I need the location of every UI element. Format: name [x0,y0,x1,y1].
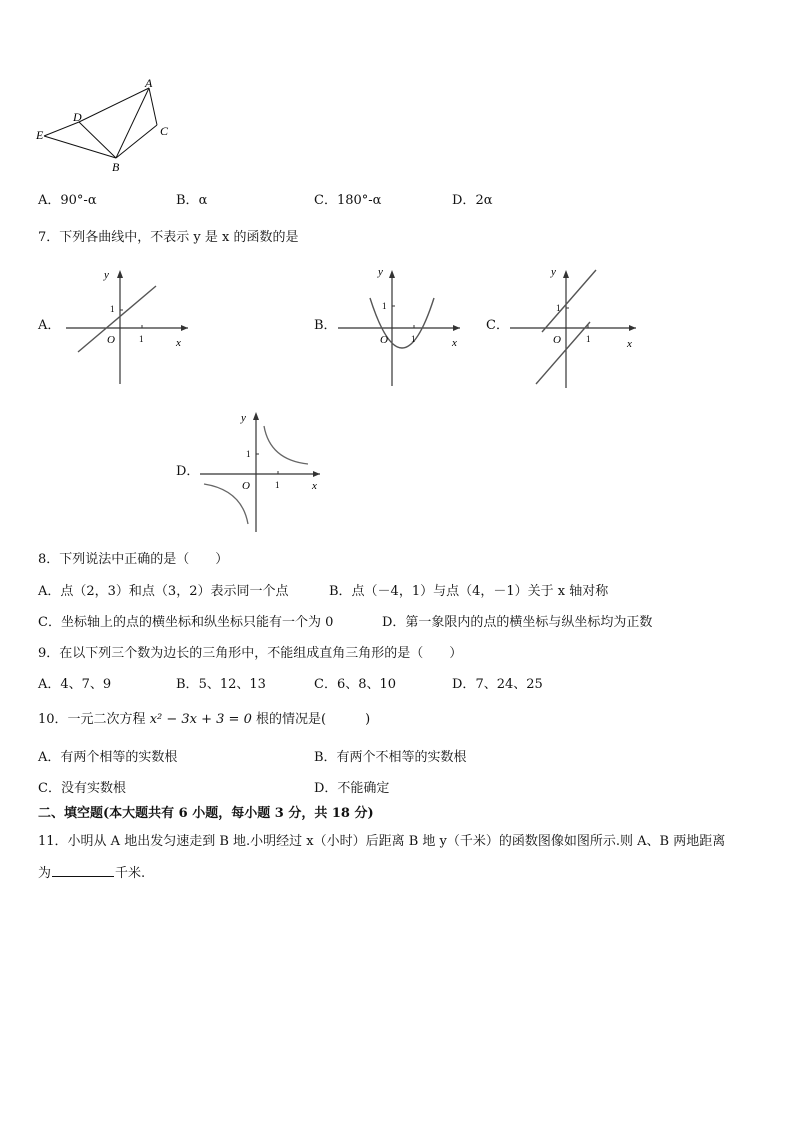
q11-line-2-prefix: 为 [38,866,52,881]
q9-option-c [314,677,396,693]
option-text: 5、12、13 [198,677,266,692]
option-text: 180°-α [336,193,382,208]
q10-equation: x² − 3x + 3 = 0 [149,712,252,727]
q6-option-b [176,193,207,209]
tick-one-x: 1 [411,334,416,344]
q10-stem-prefix: 10．一元二次方程 [38,712,150,727]
option-text: 4、7、9 [60,677,112,692]
tick-one-y: 1 [382,301,387,311]
q7-option-d-letter: D． [176,464,200,479]
q7-graph-d [196,408,332,536]
label-a: A [145,76,153,90]
option-letter: A． [38,193,61,208]
option-letter: D． [452,193,476,208]
q10-option-c: C．没有实数根 [38,781,126,796]
tick-one-x: 1 [275,480,280,490]
q9-option-d [452,677,543,693]
q8-option-a: A．点（2，3）和点（3，2）表示同一个点 [38,584,289,599]
graph-d-branch-1 [264,426,308,464]
q10-option-a: A．有两个相等的实数根 [38,750,178,765]
option-letter: D． [452,677,476,692]
q10-stem-suffix: 根的情况是( ) [251,712,371,727]
graph-c-lower-line [536,322,590,384]
q8-option-b: B．点（－4，1）与点（4，－1）关于 x 轴对称 [329,584,609,599]
axis-y-label: y [378,266,383,278]
q11-line-2 [38,864,145,882]
q11-line-2-suffix: 千米. [115,866,146,881]
tick-one-y: 1 [246,449,251,459]
tick-one-y: 1 [556,303,561,313]
q7-option-c-letter: C． [486,318,509,333]
axis-y-label: y [551,266,556,278]
axis-y-label: y [104,269,109,281]
axis-x-label: x [176,337,181,349]
q7-option-b-letter: B． [314,318,337,333]
axis-y-label: y [241,412,246,424]
option-letter: A． [38,677,61,692]
label-e: E [36,128,44,142]
option-letter: B． [176,677,199,692]
option-text: 90°-α [60,193,97,208]
tick-one-x: 1 [139,334,144,344]
axis-x-label: x [312,480,317,492]
option-letter: C． [314,193,337,208]
answer-blank[interactable] [52,864,114,877]
q9-option-b [176,677,266,693]
q6-option-c [314,193,381,209]
option-text: 7、24、25 [475,677,543,692]
q7-graph-c [506,262,642,390]
origin-label: O [107,334,115,346]
option-letter: C． [314,677,337,692]
label-b: B [112,160,120,174]
graph-a-line [78,286,156,352]
label-c: C [160,124,169,138]
label-d: D [73,110,82,124]
q7-graph-b [334,262,470,390]
q6-option-d [452,193,493,209]
origin-label: O [553,334,561,346]
axis-x-label: x [627,338,632,350]
q6-option-a [38,193,97,209]
origin-label: O [242,480,250,492]
q6-geometry-figure [30,76,180,178]
q9-stem: 9．在以下列三个数为边长的三角形中，不能组成直角三角形的是（ ） [38,646,463,661]
option-text: α [198,193,208,208]
option-text: 2α [475,193,493,208]
q8-option-d: D．第一象限内的点的横坐标与纵坐标均为正数 [382,615,653,630]
q8-option-c: C．坐标轴上的点的横坐标和纵坐标只能有一个为 0 [38,615,334,630]
q7-graph-a [60,262,196,390]
q7-stem: 7．下列各曲线中，不表示 y 是 x 的函数的是 [38,230,299,245]
option-letter: B． [176,193,199,208]
q7-option-a-letter: A． [38,318,61,333]
q10-option-d: D．不能确定 [314,781,390,796]
q9-option-a [38,677,111,693]
section-2-title: 二、填空题(本大题共有 6 小题，每小题 3 分，共 18 分) [38,806,374,821]
q11-line-1: 11．小明从 A 地出发匀速走到 B 地.小明经过 x（小时）后距离 B 地 y（千米）的函数图像如图所示.则 A、B 两地距离 [38,834,726,849]
tick-one-x: 1 [586,334,591,344]
q8-stem: 8．下列说法中正确的是（ ） [38,552,229,567]
q10-stem [38,712,370,728]
tick-one-y: 1 [110,304,115,314]
axis-x-label: x [452,337,457,349]
graph-c-upper-line [542,270,596,332]
option-text: 6、8、10 [336,677,397,692]
origin-label: O [380,334,388,346]
q10-option-b: B．有两个不相等的实数根 [314,750,467,765]
